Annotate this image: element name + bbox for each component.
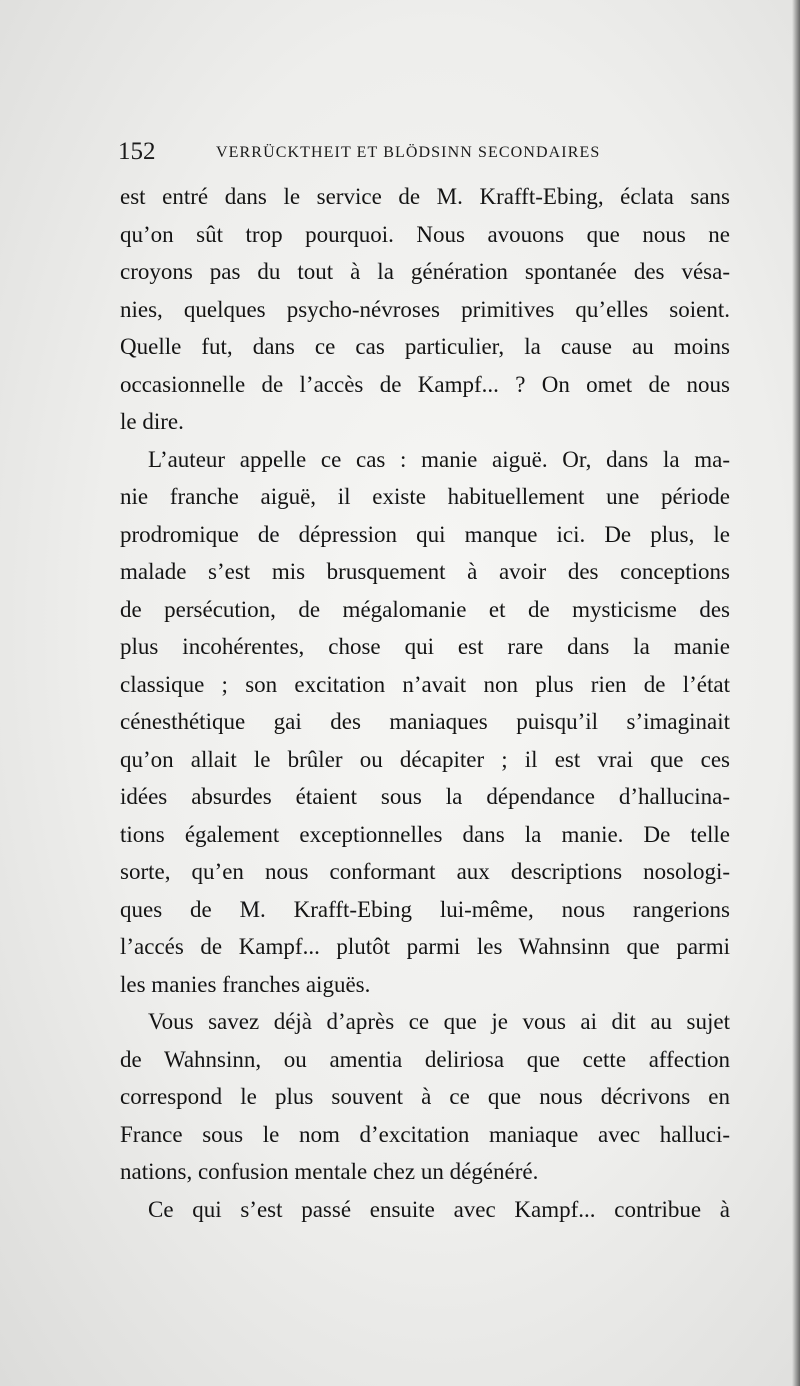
text-line: nie franche aiguë, il existe habituellement une période (120, 484, 730, 509)
text-line: malade s’est mis brusquement à avoir des conceptions (120, 559, 730, 584)
text-line: correspond le plus souvent à ce que nous décrivons en (120, 1084, 730, 1109)
text-line: qu’on allait le brûler ou décapiter ; il est vrai que ces (120, 746, 730, 772)
page-header (118, 138, 718, 168)
text-line: est entré dans le service de M. Krafft-Ebing, éclata sans (120, 184, 730, 209)
text-line: nies, quelques psycho-névroses primitives qu’elles soient. (120, 296, 730, 322)
text-line: les manies franches aiguës. (120, 971, 371, 997)
body-text (120, 178, 730, 1228)
page-gutter-shadow (792, 0, 800, 1386)
text-line: Vous savez déjà d’après ce que je vous ai dit au sujet (148, 1009, 730, 1034)
text-line: tions également exceptionnelles dans la manie. De telle (120, 821, 730, 847)
text-line: qu’on sût trop pourquoi. Nous avouons que nous ne (120, 221, 730, 247)
text-line: de Wahnsinn, ou amentia deliriosa que cette affection (120, 1046, 730, 1072)
page-number: 152 (118, 138, 156, 165)
text-line: Quelle fut, dans ce cas particulier, la cause au moins (120, 334, 730, 359)
text-line: sorte, qu’en nous conformant aux descriptions nosologi- (120, 859, 730, 884)
text-line: classique ; son excitation n’avait non plus rien de l’état (120, 671, 730, 697)
text-line: France sous le nom d’excitation maniaque avec halluci- (120, 1121, 730, 1147)
text-line: nations, confusion mentale chez un dégénéré. (120, 1159, 539, 1184)
text-line: le dire. (120, 409, 184, 434)
text-line: ques de M. Krafft-Ebing lui-même, nous rangerions (120, 896, 730, 922)
text-line: l’accés de Kampf... plutôt parmi les Wahnsinn que parmi (120, 934, 730, 959)
text-line: occasionnelle de l’accès de Kampf... ? On omet de nous (120, 371, 730, 397)
text-line: prodromique de dépression qui manque ici. De plus, le (120, 521, 730, 547)
text-line: idées absurdes étaient sous la dépendance d’hallucina- (120, 784, 730, 809)
text-line: croyons pas du tout à la génération spontanée des vésa- (120, 259, 730, 284)
text-line: L’auteur appelle ce cas : manie aiguë. Or, dans la ma- (148, 446, 730, 472)
running-head: VERRÜCKTHEIT ET BLÖDSINN SECONDAIRES (216, 144, 601, 161)
text-line: de persécution, de mégalomanie et de mysticisme des (120, 596, 730, 622)
text-line: plus incohérentes, chose qui est rare dans la manie (120, 634, 730, 659)
text-line: Ce qui s’est passé ensuite avec Kampf... contribue à (148, 1196, 730, 1222)
text-line: cénesthétique gai des maniaques puisqu’il s’imaginait (120, 709, 730, 734)
